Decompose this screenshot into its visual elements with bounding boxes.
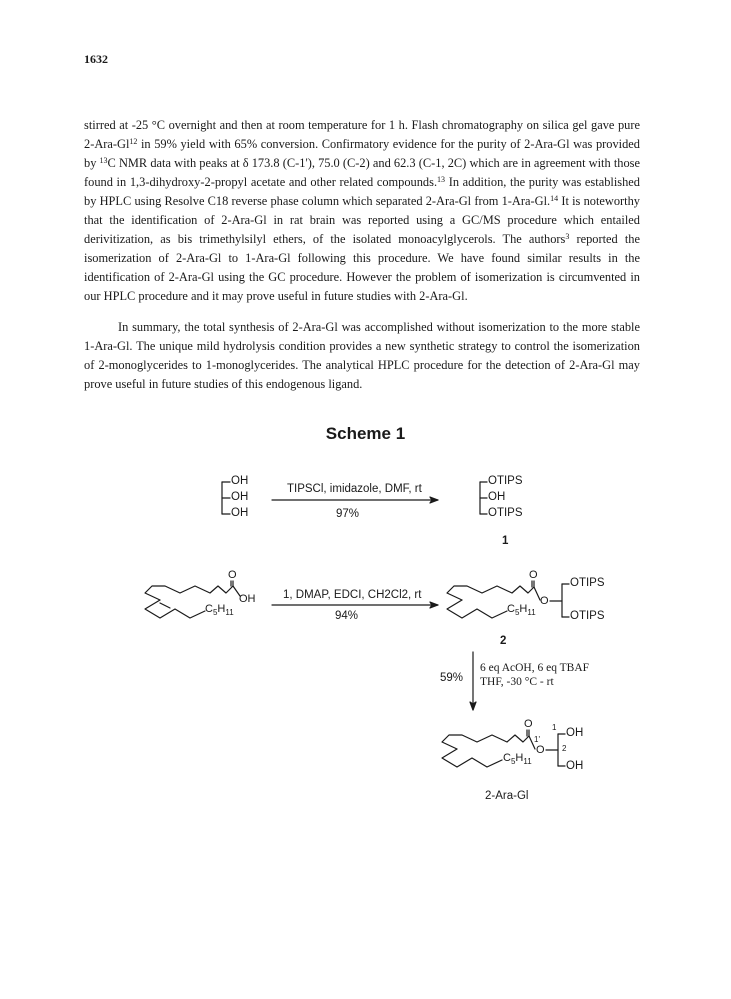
acid-pentyl-substituent: $C_5H_{11}$ [205,603,234,618]
compound-2-carbonyl-oxygen: O [529,569,538,581]
page-number: 1632 [84,52,108,66]
paragraph-1-text: In addition, the purity was established by HPLC using Resolve C18 reverse phase column which separated 2-Ara-Gl from 1-Ara-Gl. [84,175,640,208]
step-3-reagents-line-2: THF, -30 °C - rt [480,676,554,688]
acid-hydroxyl: OH [239,593,256,605]
start-hydroxyl-label-3: OH [231,507,249,519]
2-ara-gl-product-name: 2-Ara-Gl [485,790,529,802]
2-ara-gl-label-1: OH [566,727,584,739]
compound-1-number: 1 [502,535,509,547]
scheme-title: Scheme 1 [325,424,406,443]
compound-2-number: 2 [500,635,507,647]
paragraph-1-text: stirred at -25 °C overnight and then at room temperature for 1 h. Flash chromatography on silica gel gave pure 2-Ara-Gl [84,118,640,151]
start-hydroxyl-label-2: OH [231,491,249,503]
paragraph-2-text: In summary, the total synthesis of 2-Ara-Gl was accomplished without isomerization to the more stable 1-Ara-Gl. The unique mild hydrolysis condition provides a new synthetic strategy to control the isomerization of 2-monoglycerides to 1-monoglycerides. The analytical HPLC procedure for the detection of 2-Ara-Gl may prove useful in future studies of this endogenous ligand. [84,320,640,391]
step-2-yield: 94% [335,610,359,622]
reference-superscript: 14 [550,194,559,203]
2-ara-gl-label-2: OH [566,760,584,772]
step-1-yield: 97% [336,508,360,520]
position-label-1-prime: 1' [534,735,540,744]
compound-2-ester-oxygen: O [540,595,549,607]
2-ara-gl-pentyl-substituent: $C_5H_{11}$ [503,752,532,767]
paragraph-1-text: It is noteworthy that the identification of 2-Ara-Gl in rat brain was reported using a GC/MS procedure which entailed derivitization, as bis trimethylsilyl ethers, of the isolated monoacylglycerols. The authors [84,194,640,246]
glycerol-structure [222,482,230,514]
compound-1-structure [480,482,487,514]
compound-1-label-3: OTIPS [488,507,523,519]
step-1-reagents: TIPSCl, imidazole, DMF, rt [287,483,422,495]
compound-2-pentyl-substituent: $C_5H_{11}$ [507,603,536,618]
2-ara-gl-carbonyl-oxygen: O [524,718,533,730]
compound-2-label-1: OTIPS [570,577,605,589]
reference-superscript: 3 [565,232,570,241]
start-hydroxyl-label-1: OH [231,475,249,487]
acid-carbonyl-oxygen: O [228,569,237,581]
position-label-2: 2 [562,744,567,753]
2-ara-gl-ester-oxygen: O [536,744,545,756]
reference-superscript: 12 [129,137,138,146]
compound-1-label-1: OTIPS [488,475,523,487]
reference-superscript: 13 [99,156,108,165]
paragraph-1-text: C NMR data with peaks at δ 173.8 (C-1'), 75.0 (C-2) and 62.3 (C-1, 2C) which are in agreement with those found in 1,3-dihydroxy-2-propyl acetate and other related compounds. [84,156,640,189]
paragraph-1-text: in 59% yield with 65% conversion. Confirmatory evidence for the purity of 2-Ara-Gl was provided by [84,137,640,170]
reaction-arrow-3 [470,652,476,710]
compound-1-label-2: OH [488,491,506,503]
step-3-yield: 59% [440,672,464,684]
reaction-arrow-1 [272,497,438,503]
position-label-1: 1 [552,723,557,732]
reaction-arrow-2 [272,602,438,608]
step-2-reagents: 1, DMAP, EDCI, CH2Cl2, rt [283,589,422,601]
step-3-reagents-line-1: 6 eq AcOH, 6 eq TBAF [480,662,590,674]
reference-superscript: 13 [437,175,446,184]
compound-2-label-2: OTIPS [570,610,605,622]
paragraph-1-text: reported the isomerization of 2-Ara-Gl to 1-Ara-Gl following this procedure. We have found similar results in the identification of 2-Ara-Gl using the GC procedure. However the problem of isomerization is circumvented in our HPLC procedure and it may prove useful in future studies with 2-Ara-Gl. [84,232,640,303]
